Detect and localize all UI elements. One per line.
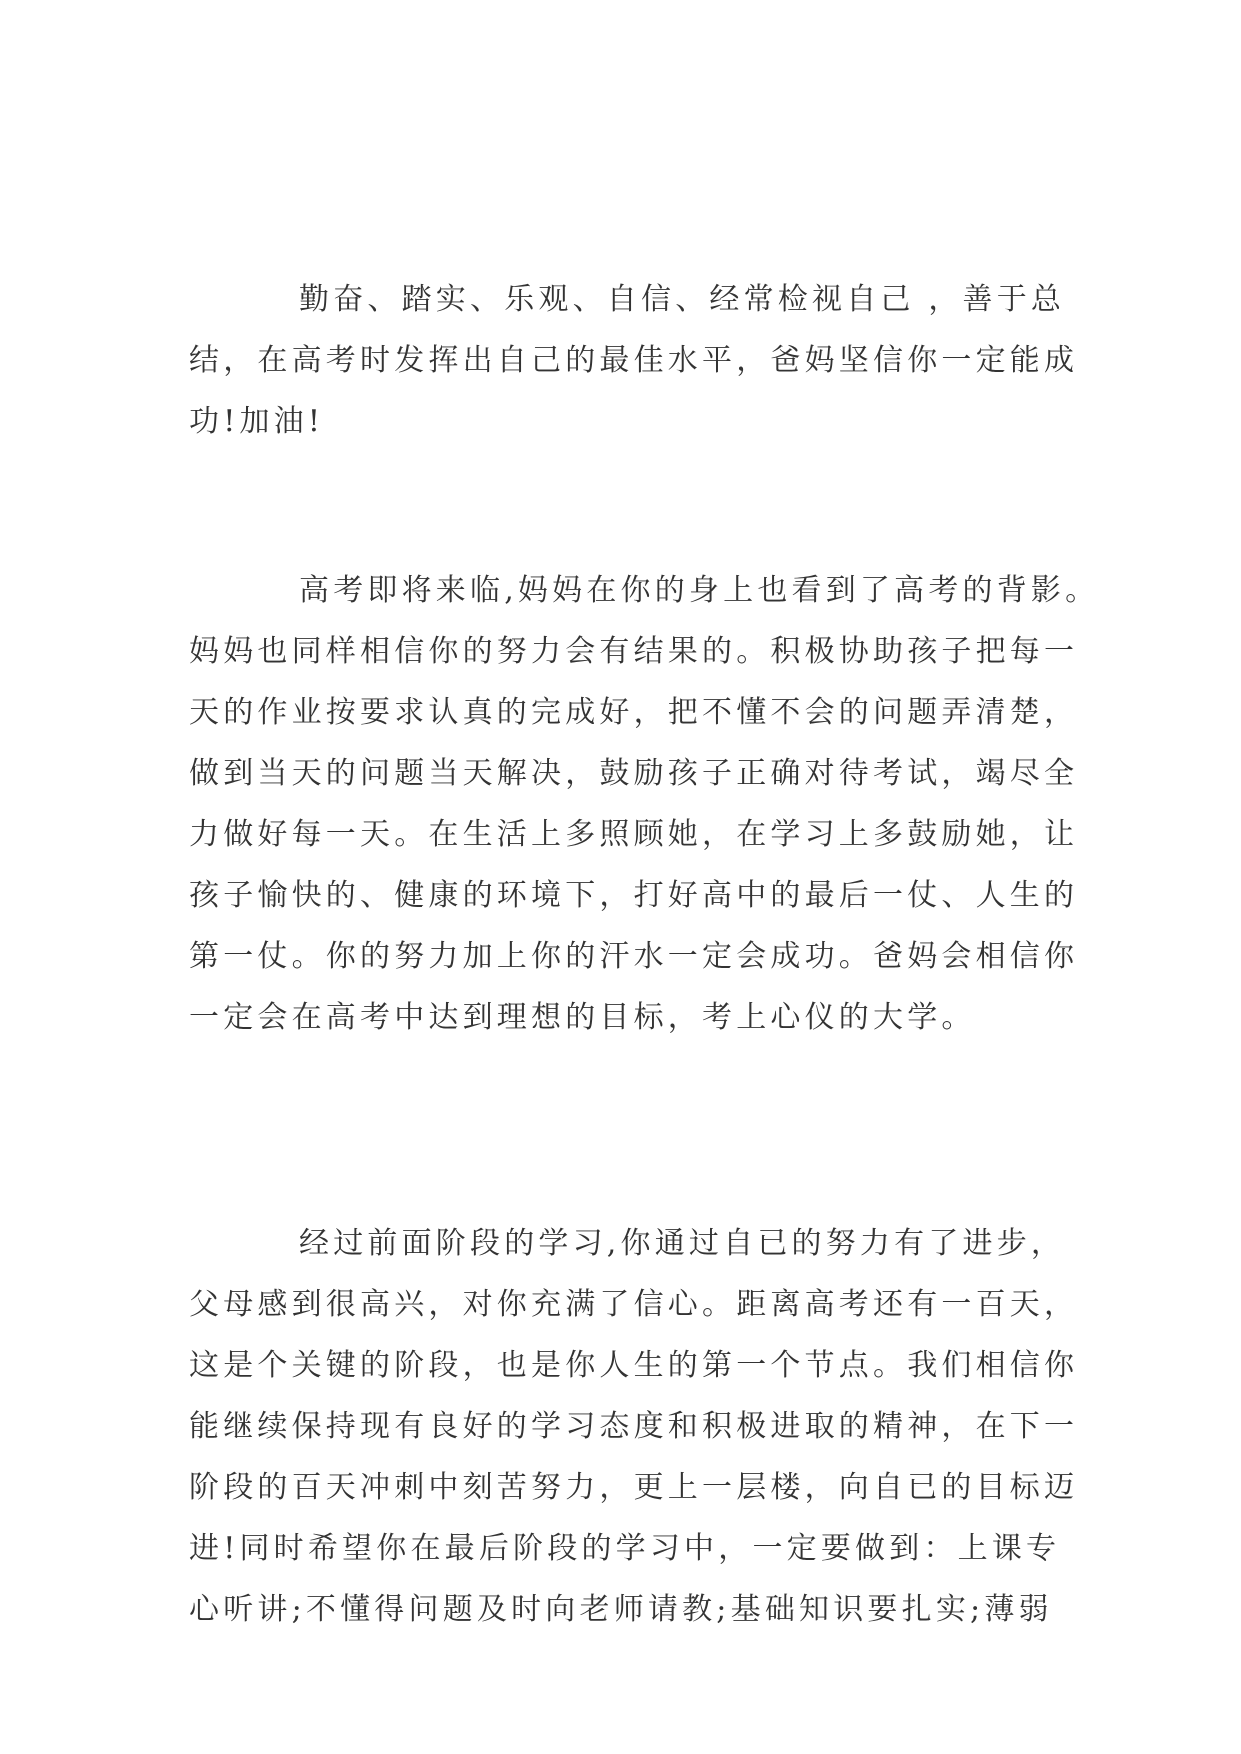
paragraph-line: 妈妈也同样相信你的努力会有结果的。积极协助孩子把每一: [189, 634, 1079, 669]
paragraph-line: 力做好每一天。在生活上多照顾她，在学习上多鼓励她，让: [189, 817, 1079, 852]
paragraph-line: 功!加油!: [189, 404, 325, 439]
paragraph-line: 勤奋、踏实、乐观、自信、经常检视自己 ，善于总: [299, 282, 1066, 317]
paragraph-mother-message: [189, 560, 1100, 1048]
paragraph-line: 第一仗。你的努力加上你的汗水一定会成功。爸妈会相信你: [189, 939, 1079, 974]
paragraph-parents-hope: [189, 1213, 1079, 1640]
paragraph-line: 父母感到很高兴，对你充满了信心。距离高考还有一百天，: [189, 1287, 1079, 1322]
paragraph-line: 能继续保持现有良好的学习态度和积极进取的精神，在下一: [189, 1409, 1079, 1444]
paragraph-line: 做到当天的问题当天解决，鼓励孩子正确对待考试，竭尽全: [189, 756, 1079, 791]
paragraph-line: 结，在高考时发挥出自己的最佳水平，爸妈坚信你一定能成: [189, 343, 1079, 378]
paragraph-line: 一定会在高考中达到理想的目标，考上心仪的大学。: [189, 1000, 976, 1035]
paragraph-line: 心听讲;不懂得问题及时向老师请教;基础知识要扎实;薄弱: [189, 1592, 1053, 1627]
paragraph-line: 高考即将来临,妈妈在你的身上也看到了高考的背影。: [299, 573, 1100, 608]
paragraph-line: 这是个关键的阶段，也是你人生的第一个节点。我们相信你: [189, 1348, 1079, 1383]
paragraph-line: 天的作业按要求认真的完成好，把不懂不会的问题弄清楚，: [189, 695, 1079, 730]
paragraph-line: 阶段的百天冲刺中刻苦努力，更上一层楼，向自已的目标迈: [189, 1470, 1079, 1505]
paragraph-line: 经过前面阶段的学习,你通过自已的努力有了进步，: [299, 1226, 1066, 1261]
paragraph-encouragement: [189, 269, 1079, 452]
paragraph-line: 孩子愉快的、健康的环境下，打好高中的最后一仗、人生的: [189, 878, 1079, 913]
paragraph-line: 进!同时希望你在最后阶段的学习中，一定要做到：上课专: [189, 1531, 1061, 1566]
